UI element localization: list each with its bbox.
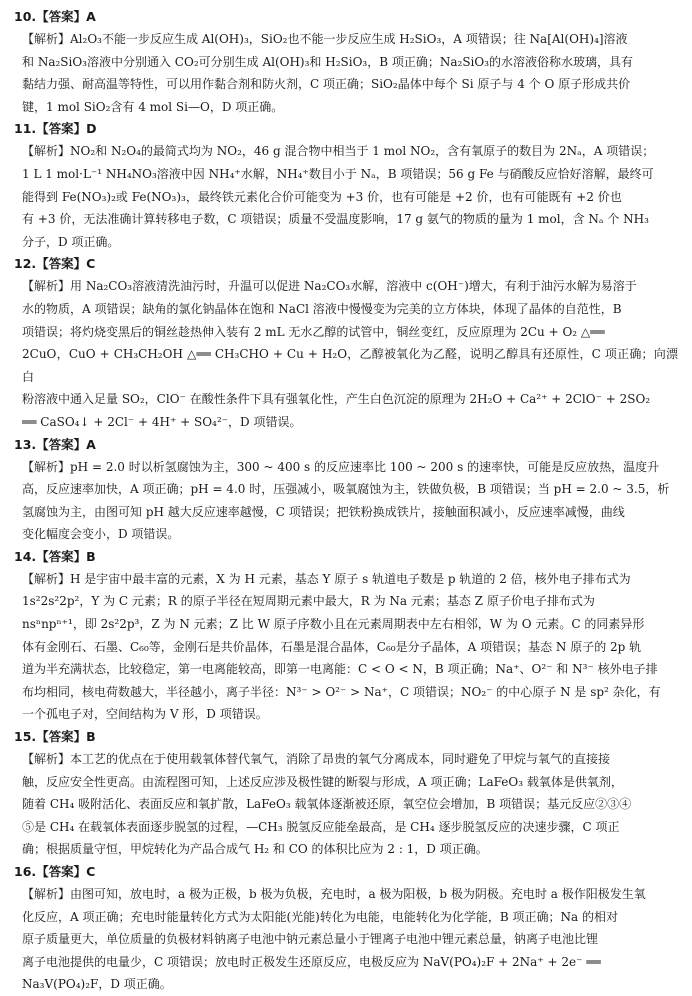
explanation-line: 化反应，A 项正确；充电时能量转化方式为太阳能(光能)转化为电能，电能转化为化学能，B 项正确；Na 的相对 xyxy=(22,909,618,924)
explanation-line: 原子质量更大，单位质量的负极材料钠离子电池中钠元素总量小于锂离子电池中锂元素总量，钠离子电池比锂 xyxy=(22,932,599,947)
answer-block xyxy=(14,253,678,433)
explanation-text xyxy=(14,140,678,253)
explanation-line: 【解析】由图可知，放电时，a 极为正极，b 极为负极，充电时，a 极为阳极，b 极为阴极。充电时 a 极作阳极发生氧 xyxy=(22,887,646,901)
explanation-line: 高，反应速率加快，A 项正确；pH = 4.0 时，压强减小，吸氧腐蚀为主，铁做负极，B 项错误；当 pH = 2.0 ~ 3.5，析 xyxy=(22,482,670,497)
answer-heading: 11.【答案】D xyxy=(14,121,97,137)
explanation-text xyxy=(14,883,678,996)
explanation-text xyxy=(14,568,678,726)
explanation-line: 道为半充满状态，比较稳定，第一电离能较高，即第一电离能：C < O < N，B 项正确；Na⁺、O²⁻ 和 N³⁻ 核外电子排 xyxy=(22,662,658,677)
explanation-line: 体有金刚石、石墨、C₆₀等，金刚石是共价晶体，石墨是混合晶体，C₆₀是分子晶体，A 项错误；基态 N 原子的 2p 轨 xyxy=(22,639,642,654)
explanation-line: 【解析】NO₂和 N₂O₄的最简式均为 NO₂，46 g 混合物中相当于 1 mol NO₂，含有氧原子的数目为 2Nₐ，A 项错误； xyxy=(22,144,655,159)
answer-block xyxy=(14,118,678,253)
explanation-line: 变化幅度会变小，D 项错误。 xyxy=(22,527,180,542)
explanation-line: 1s²2s²2p²，Y 为 C 元素；R 的原子半径在短周期元素中最大，R 为 Na 元素；基态 Z 原子价电子排布式为 xyxy=(22,594,595,609)
explanation-line: ══ CaSO₄↓ + 2Cl⁻ + 4H⁺ + SO₄²⁻，D 项错误。 xyxy=(22,414,302,429)
answer-heading: 15.【答案】B xyxy=(14,729,96,745)
explanation-line: 确；根据质量守恒，甲烷转化为产品合成气 H₂ 和 CO 的体积比应为 2 : 1，D 项正确。 xyxy=(22,842,488,857)
explanation-line: 键，1 mol SiO₂含有 4 mol Si—O，D 项正确。 xyxy=(22,99,284,114)
explanation-line: 项错误；将灼烧变黑后的铜丝趁热伸入装有 2 mL 无水乙醇的试管中，铜丝变红，反应原理为 2Cu + O₂ △══ xyxy=(22,324,605,339)
answer-heading: 12.【答案】C xyxy=(14,256,96,272)
explanation-line: 和 Na₂SiO₃溶液中分别通入 CO₂可分别生成 Al(OH)₃和 H₂SiO₃，B 项正确；Na₂SiO₃的水溶液俗称水玻璃，具有 xyxy=(22,54,634,69)
explanation-text xyxy=(14,748,678,861)
answer-block xyxy=(14,546,678,726)
answer-heading: 16.【答案】C xyxy=(14,864,96,879)
explanation-line: 【解析】Al₂O₃不能一步反应生成 Al(OH)₃，SiO₂也不能一步反应生成 H₂SiO₃，A 项错误；往 Na[Al(OH)₄]溶液 xyxy=(22,32,628,46)
answer-block xyxy=(14,6,678,118)
answer-block xyxy=(14,434,678,546)
explanation-line: 【解析】pH = 2.0 时以析氢腐蚀为主，300 ~ 400 s 的反应速率比 100 ~ 200 s 的速率快，可能是反应放热，温度升 xyxy=(22,459,660,474)
answer-heading: 10.【答案】A xyxy=(14,9,96,24)
explanation-line: 一个孤电子对，空间结构为 V 形，D 项错误。 xyxy=(22,707,268,722)
explanation-line: nsⁿnpⁿ⁺¹，即 2s²2p³，Z 为 N 元素；Z 比 W 原子序数小且在元素周期表中左右相邻，W 为 O 元素。C 的同素异形 xyxy=(22,617,645,632)
explanation-line: 离子电池提供的电量少，C 项错误；放电时正极发生还原反应，电极反应为 NaV(PO₄)₂F + 2Na⁺ + 2e⁻ ══ xyxy=(22,954,601,969)
explanation-line: 2CuO，CuO + CH₃CH₂OH △══ CH₃CHO + Cu + H₂O，乙醇被氧化为乙醛，说明乙醇具有还原性，C 项正确；向漂白 xyxy=(22,347,678,384)
answer-block xyxy=(14,726,678,861)
explanation-line: 随着 CH₄ 吸附活化、表面反应和氧扩散，LaFeO₃ 载氧体逐渐被还原，氧空位会增加，B 项错误；基元反应②③④ xyxy=(22,797,632,812)
explanation-line: 1 L 1 mol·L⁻¹ NH₄NO₃溶液中因 NH₄⁺水解，NH₄⁺数目小于 Nₐ，B 项错误；56 g Fe 与硝酸反应恰好溶解，最终可 xyxy=(22,166,654,181)
answer-block xyxy=(14,861,678,996)
explanation-line: 分子，D 项正确。 xyxy=(22,234,120,249)
explanation-line: 【解析】本工艺的优点在于使用载氧体替代氧气，消除了昂贵的氧气分离成本，同时避免了甲烷与氧气的直接接 xyxy=(22,752,611,767)
explanation-line: 氢腐蚀为主，由图可知 pH 越大反应速率越慢，C 项错误；把铁粉换成铁片，接触面积减小，反应速率减慢，曲线 xyxy=(22,504,625,519)
explanation-line: 黏结力强、耐高温等特性，可以用作黏合剂和防火剂，C 项正确；SiO₂晶体中每个 Si 原子与 4 个 O 原子形成共价 xyxy=(22,77,631,92)
explanation-text xyxy=(14,28,678,118)
explanation-line: 粉溶液中通入足量 SO₂，ClO⁻ 在酸性条件下具有强氧化性，产生白色沉淀的原理为 2H₂O + Ca²⁺ + 2ClO⁻ + 2SO₂ xyxy=(22,392,651,407)
explanation-line: Na₃V(PO₄)₂F，D 项正确。 xyxy=(22,977,172,992)
explanation-text xyxy=(14,275,678,433)
answer-heading: 14.【答案】B xyxy=(14,548,96,564)
explanation-line: 有 +3 价，无法准确计算转移电子数，C 项错误；质量不受温度影响，17 g 氨气的物质的量为 1 mol，含 Nₐ 个 NH₃ xyxy=(22,212,649,227)
explanation-line: 布均相同，核电荷数越大，半径越小，离子半径：N³⁻ > O²⁻ > Na⁺，C 项错误；NO₂⁻ 的中心原子 N 是 sp² 杂化，有 xyxy=(22,684,661,699)
explanation-line: 水的物质，A 项错误；缺角的氯化钠晶体在饱和 NaCl 溶液中慢慢变为完美的立方体块，体现了晶体的自范性，B xyxy=(22,301,622,316)
explanation-line: 能得到 Fe(NO₃)₂或 Fe(NO₃)₃，最终铁元素化合价可能变为 +3 价，也有可能是 +2 价，也有可能既有 +2 价也 xyxy=(22,189,622,204)
explanation-text xyxy=(14,456,678,546)
explanation-line: ⑤是 CH₄ 在载氧体表面逐步脱氢的过程，—CH₃ 脱氢反应能垒最高，是 CH₄ 逐步脱氢反应的决速步骤，C 项正 xyxy=(22,819,620,834)
explanation-line: 触，反应安全性更高。由流程图可知，上述反应涉及极性键的断裂与形成，A 项正确；LaFeO₃ 载氧体是供氧剂， xyxy=(22,774,623,789)
explanation-line: 【解析】用 Na₂CO₃溶液清洗油污时，升温可以促进 Na₂CO₃水解，溶液中 c(OH⁻)增大，有利于油污水解为易溶于 xyxy=(22,279,637,294)
question-list xyxy=(14,6,678,996)
explanation-line: 【解析】H 是宇宙中最丰富的元素，X 为 H 元素，基态 Y 原子 s 轨道电子数是 p 轨道的 2 倍，核外电子排布式为 xyxy=(22,571,631,586)
answer-heading: 13.【答案】A xyxy=(14,436,96,452)
